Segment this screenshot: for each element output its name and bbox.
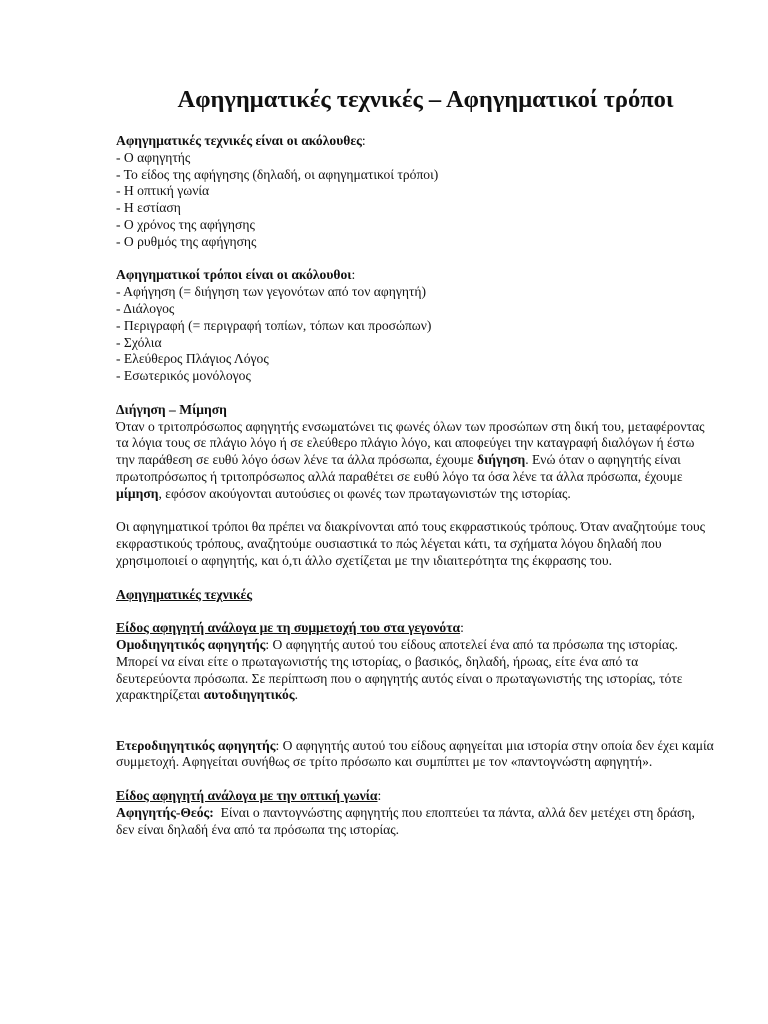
document-body bbox=[116, 133, 716, 838]
viewpoint-heading-colon: : bbox=[377, 788, 382, 804]
mimesis-term: μίμηση bbox=[116, 485, 159, 501]
spacer bbox=[116, 603, 716, 620]
section-heading: Αφηγηματικές τεχνικές bbox=[116, 586, 253, 602]
autodiegetic-suffix: . bbox=[294, 687, 298, 703]
diegesis-text-3: , εφόσον ακούγονται αυτούσιες οι φωνές των πρωταγωνιστών της ιστορίας. bbox=[158, 485, 571, 501]
list-item: - Σχόλια bbox=[116, 334, 162, 350]
spacer bbox=[116, 503, 716, 520]
spacer bbox=[116, 385, 716, 402]
document-title: Αφηγηματικές τεχνικές – Αφηγηματικοί τρόποι bbox=[177, 86, 674, 113]
participation-heading bbox=[116, 620, 716, 637]
list-item: - Περιγραφή (= περιγραφή τοπίων, τόπων και προσώπων) bbox=[116, 317, 432, 333]
diegesis-text-2: . Ενώ όταν ο αφηγητής είναι πρωτοπρόσωπος ή τριτοπρόσωπος αλλά παραθέτει σε ευθύ λόγο τα όσα λένε τα άλλα πρόσωπα, έχουμε bbox=[116, 452, 683, 484]
heterodiegetic-paragraph bbox=[116, 738, 716, 772]
participation-heading-colon: : bbox=[460, 620, 464, 636]
modes-heading-text: Αφηγηματικοί τρόποι είναι οι ακόλουθοι bbox=[116, 267, 352, 283]
distinction-paragraph: Οι αφηγηματικοί τρόποι θα πρέπει να διακρίνονται από τους εκφραστικούς τρόπους. Όταν αναζητούμε τους εκφραστικούς τρόπους, αναζητούμε ουσιαστικά το πώς λέγεται κάτι, τα σχήματα λόγου δηλαδή που χρησιμοποιεί ο αφηγητής, και ό,τι άλλο σχετίζεται με την ιδιαιτερότητα της έκφρασης του. bbox=[116, 519, 706, 568]
list-item: - Το είδος της αφήγησης (δηλαδή, οι αφηγηματικοί τρόποι) bbox=[116, 166, 439, 182]
homodiegetic-text: : Ο αφηγητής αυτού του είδους αποτελεί ένα από τα πρόσωπα της ιστορίας. Μπορεί να είναι είτε ο πρωταγωνιστής της ιστορίας, ο βασικός, δηλαδή, ήρωας, είτε ένα από τα δευτερεύοντα πρόσωπα. Σε περίπτωση που ο αφηγητής αυτός είναι ο πρωταγωνιστής της ιστορίας, τότε χαρακτηρίζεται bbox=[116, 636, 683, 703]
list-item: - Ελεύθερος Πλάγιος Λόγος bbox=[116, 351, 269, 367]
modes-heading-colon: : bbox=[351, 267, 356, 283]
list-item: - Εσωτερικός μονόλογος bbox=[116, 368, 251, 384]
diegesis-paragraph bbox=[116, 419, 716, 503]
list-item: - Ο αφηγητής bbox=[116, 149, 191, 165]
autodiegetic-term: αυτοδιηγητικός bbox=[203, 687, 295, 703]
homodiegetic-paragraph bbox=[116, 637, 716, 704]
list-item: - Διάλογος bbox=[116, 300, 175, 316]
narrator-god-term: Αφηγητής-Θεός: bbox=[116, 804, 214, 820]
spacer bbox=[116, 704, 716, 738]
list-item: - Ο ρυθμός της αφήγησης bbox=[116, 233, 257, 249]
spacer bbox=[116, 771, 716, 788]
spacer bbox=[116, 251, 716, 268]
list-item: - Ο χρόνος της αφήγησης bbox=[116, 216, 255, 232]
techniques-heading-colon: : bbox=[361, 133, 366, 148]
narrator-god-paragraph bbox=[116, 805, 716, 839]
techniques-heading-text: Αφηγηματικές τεχνικές είναι οι ακόλουθες bbox=[116, 133, 362, 148]
techniques-heading bbox=[116, 133, 716, 150]
diegesis-term: διήγηση bbox=[477, 452, 526, 468]
list-item: - Αφήγηση (= διήγηση των γεγονότων από τον αφηγητή) bbox=[116, 284, 427, 300]
list-item: - Η εστίαση bbox=[116, 200, 181, 216]
heterodiegetic-term: Ετεροδιηγητικός αφηγητής bbox=[116, 737, 276, 753]
diegesis-heading: Διήγηση – Μίμηση bbox=[116, 401, 227, 417]
modes-heading bbox=[116, 267, 716, 284]
narrator-god-text: Είναι ο παντογνώστης αφηγητής που εποπτεύει τα πάντα, αλλά δεν μετέχει στη δράση, δεν είναι δηλαδή ένα από τα πρόσωπα της ιστορίας. bbox=[116, 804, 699, 837]
participation-heading-text: Είδος αφηγητή ανάλογα με τη συμμετοχή του στα γεγονότα bbox=[116, 620, 461, 636]
viewpoint-heading-text: Είδος αφηγητή ανάλογα με την οπτική γωνία bbox=[116, 788, 378, 804]
heterodiegetic-text: : Ο αφηγητής αυτού του είδους αφηγείται μια ιστορία στην οποία δεν έχει καμία συμμετοχή. Αφηγείται συνήθως σε τρίτο πρόσωπο και συμπίπτει με τον «παντογνώστη αφηγητή». bbox=[116, 737, 714, 770]
spacer bbox=[116, 570, 716, 587]
list-item: - Η οπτική γωνία bbox=[116, 183, 210, 199]
homodiegetic-term: Ομοδιηγητικός αφηγητής bbox=[116, 636, 266, 652]
diegesis-text-1: Όταν ο τριτοπρόσωπος αφηγητής ενσωματώνει τις φωνές όλων των προσώπων στη δική του, μεταφέροντας τα λόγια τους σε πλάγιο λόγο ή σε ελεύθερο πλάγιο λόγο, και αποφεύγει την καταγραφή διαλόγων ή έστω την παράθεση σε ευθύ λόγο όσων λένε τα άλλα πρόσωπα, έχουμε bbox=[116, 418, 705, 468]
viewpoint-heading bbox=[116, 788, 716, 805]
